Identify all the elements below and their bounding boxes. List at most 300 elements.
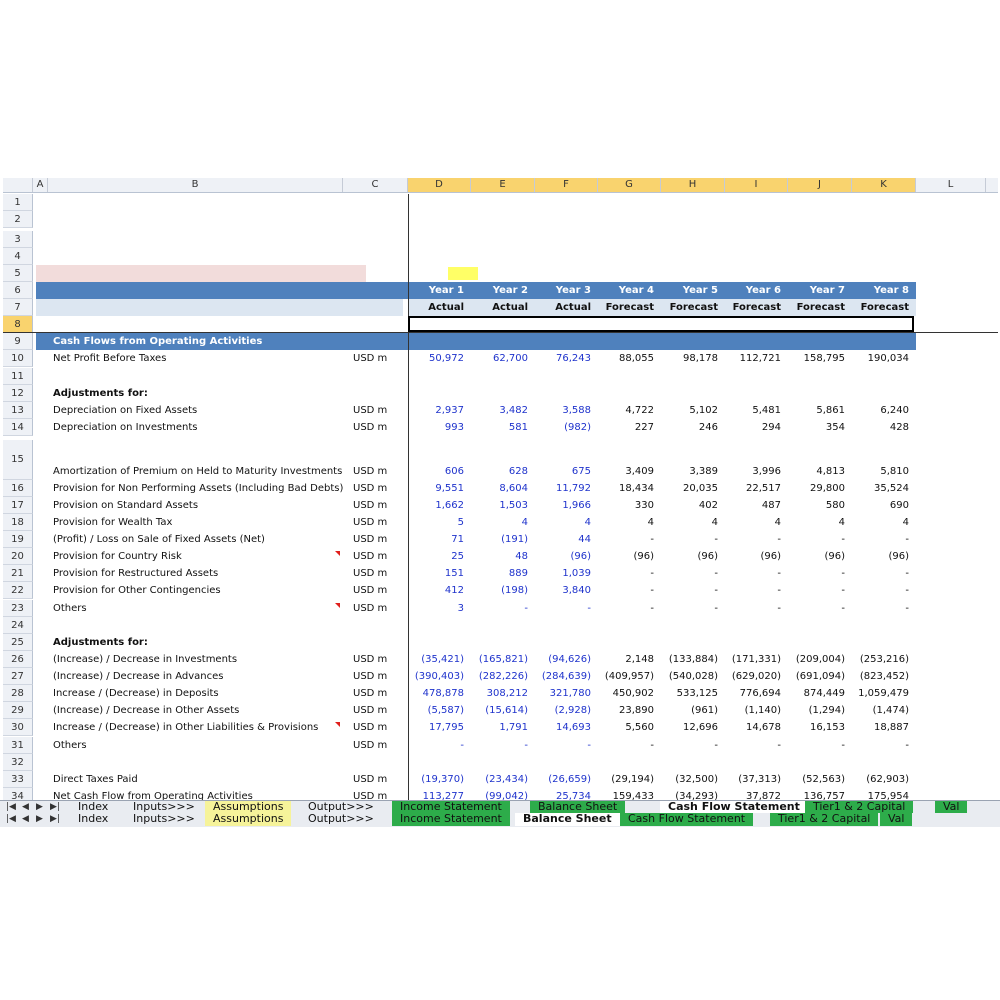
value-cell[interactable]: 4 <box>711 517 718 528</box>
unit-label: USD m <box>353 405 388 416</box>
row-header-16[interactable]: 16 <box>3 480 33 497</box>
unit-label: USD m <box>353 774 388 785</box>
value-cell[interactable]: 2,937 <box>435 405 464 416</box>
value-cell[interactable]: 4 <box>647 517 654 528</box>
value-cell[interactable]: (629,020) <box>731 671 781 682</box>
value-cell[interactable]: 88,055 <box>619 353 654 364</box>
basis-header: Forecast <box>732 302 781 313</box>
value-cell[interactable]: 889 <box>508 568 528 579</box>
value-cell[interactable]: - <box>777 740 781 751</box>
value-cell[interactable]: 3 <box>457 603 464 614</box>
value-cell[interactable]: 151 <box>444 568 464 579</box>
column-header-a[interactable]: A <box>33 178 48 192</box>
unit-label: USD m <box>353 671 388 682</box>
row-header-7[interactable]: 7 <box>3 299 33 316</box>
value-cell[interactable]: (94,626) <box>548 654 591 665</box>
value-cell[interactable]: 487 <box>761 500 781 511</box>
value-cell[interactable]: 25,734 <box>556 791 591 800</box>
value-cell[interactable]: (982) <box>564 422 591 433</box>
row-header-28[interactable]: 28 <box>3 685 33 702</box>
row-header-14[interactable]: 14 <box>3 419 33 436</box>
value-cell[interactable]: 12,696 <box>683 722 718 733</box>
row-label: Provision on Standard Assets <box>53 500 199 511</box>
column-header-b[interactable]: B <box>48 178 343 192</box>
row-label: Net Profit Before Taxes <box>53 353 167 364</box>
value-cell[interactable]: (96) <box>824 551 845 562</box>
first-sheet-icon[interactable]: |◀ <box>6 814 16 824</box>
row-header-20[interactable]: 20 <box>3 548 33 565</box>
row-header-18[interactable]: 18 <box>3 514 33 531</box>
value-cell[interactable]: 98,178 <box>683 353 718 364</box>
unit-label: USD m <box>353 422 388 433</box>
value-cell[interactable]: (96) <box>697 551 718 562</box>
row-label: (Increase) / Decrease in Other Assets <box>53 705 240 716</box>
sheet-tab-income-statement[interactable]: Income Statement <box>392 801 510 813</box>
row-label: Increase / (Decrease) in Other Liabilities & Provisions <box>53 722 319 733</box>
value-cell[interactable]: (35,421) <box>421 654 464 665</box>
row-label: (Profit) / Loss on Sale of Fixed Assets (Net) <box>53 534 265 545</box>
value-cell[interactable]: - <box>524 603 528 614</box>
value-cell[interactable]: 3,840 <box>562 585 591 596</box>
value-cell[interactable]: - <box>714 740 718 751</box>
value-cell[interactable]: - <box>841 740 845 751</box>
value-cell[interactable]: (29,194) <box>611 774 654 785</box>
value-cell[interactable]: 4 <box>584 517 591 528</box>
basis-header: Actual <box>492 302 528 313</box>
value-cell[interactable]: - <box>905 568 909 579</box>
value-cell[interactable]: - <box>714 534 718 545</box>
row-header-25[interactable]: 25 <box>3 634 33 651</box>
value-cell[interactable]: 412 <box>444 585 464 596</box>
sheet-tab-val[interactable]: Val <box>935 801 967 813</box>
value-cell[interactable]: 5,481 <box>752 405 781 416</box>
prev-sheet-icon[interactable]: ◀ <box>22 814 29 824</box>
value-cell[interactable]: (253,216) <box>859 654 909 665</box>
value-cell[interactable]: (198) <box>501 585 528 596</box>
value-cell[interactable]: (191) <box>501 534 528 545</box>
comment-indicator-icon[interactable] <box>335 551 340 556</box>
value-cell[interactable]: 62,700 <box>493 353 528 364</box>
row-header-26[interactable]: 26 <box>3 651 33 668</box>
row-label: Increase / (Decrease) in Deposits <box>53 688 219 699</box>
value-cell[interactable]: 1,662 <box>435 500 464 511</box>
last-sheet-icon[interactable]: ▶| <box>50 814 60 824</box>
row-label: Provision for Non Performing Assets (Including Bad Debts) <box>53 483 344 494</box>
value-cell[interactable]: - <box>777 534 781 545</box>
value-cell[interactable]: 18,434 <box>619 483 654 494</box>
value-cell[interactable]: (52,563) <box>802 774 845 785</box>
unit-label: USD m <box>353 500 388 511</box>
value-cell[interactable]: 606 <box>444 466 464 477</box>
value-cell[interactable]: - <box>905 585 909 596</box>
value-cell[interactable]: (96) <box>760 551 781 562</box>
value-cell[interactable]: 308,212 <box>486 688 528 699</box>
row-header-4[interactable]: 4 <box>3 248 33 265</box>
value-cell[interactable]: 1,503 <box>499 500 528 511</box>
column-header-j[interactable]: J <box>788 178 852 192</box>
value-cell[interactable]: (5,587) <box>427 705 464 716</box>
unit-label: USD m <box>353 568 388 579</box>
column-header-d[interactable]: D <box>408 178 471 192</box>
value-cell[interactable]: - <box>841 585 845 596</box>
value-cell[interactable]: 776,694 <box>739 688 781 699</box>
model-check-band <box>36 265 366 282</box>
value-cell[interactable]: (15,614) <box>485 705 528 716</box>
year-header: Year 3 <box>555 285 591 296</box>
year-header: Year 5 <box>682 285 718 296</box>
year-header: Year 1 <box>428 285 464 296</box>
row-header-2[interactable]: 2 <box>3 211 33 228</box>
row-header-8[interactable]: 8 <box>3 316 33 333</box>
row-label: Provision for Country Risk <box>53 551 182 562</box>
value-cell[interactable]: 354 <box>825 422 845 433</box>
value-cell[interactable]: 874,449 <box>803 688 845 699</box>
unit-label: USD m <box>353 740 388 751</box>
value-cell[interactable]: 450,902 <box>612 688 654 699</box>
value-cell[interactable]: 321,780 <box>549 688 591 699</box>
row-header-33[interactable]: 33 <box>3 771 33 788</box>
value-cell[interactable]: 4 <box>774 517 781 528</box>
row-label: Provision for Other Contingencies <box>53 585 221 596</box>
value-cell[interactable]: 5 <box>457 517 464 528</box>
row-header-1[interactable]: 1 <box>3 194 33 211</box>
row-label: Cash Flows from Operating Activities <box>53 336 263 347</box>
value-cell[interactable]: (99,042) <box>485 791 528 800</box>
row-label: Adjustments for: <box>53 388 148 399</box>
year-header: Year 2 <box>492 285 528 296</box>
column-header-bar <box>3 178 998 193</box>
unit-label: USD m <box>353 353 388 364</box>
value-cell[interactable]: 533,125 <box>676 688 718 699</box>
sheet-tab-cash-flow-statement[interactable]: Cash Flow Statement <box>660 801 808 813</box>
row-header-24[interactable]: 24 <box>3 617 33 634</box>
value-cell[interactable]: 4,722 <box>625 405 654 416</box>
row-label: (Increase) / Decrease in Advances <box>53 671 224 682</box>
sheet-tab-balance-sheet[interactable]: Balance Sheet <box>515 813 620 826</box>
comment-indicator-icon[interactable] <box>335 722 340 727</box>
value-cell[interactable]: 246 <box>698 422 718 433</box>
sheet-tab-index[interactable]: Index <box>70 813 116 826</box>
value-cell[interactable]: 402 <box>698 500 718 511</box>
value-cell[interactable]: 22,517 <box>746 483 781 494</box>
column-header-i[interactable]: I <box>725 178 788 192</box>
value-cell[interactable]: (32,500) <box>675 774 718 785</box>
value-cell[interactable]: 993 <box>444 422 464 433</box>
value-cell[interactable]: 14,678 <box>746 722 781 733</box>
value-cell[interactable]: 37,872 <box>746 791 781 800</box>
value-cell[interactable]: - <box>587 603 591 614</box>
value-cell[interactable]: - <box>905 740 909 751</box>
value-cell[interactable]: 11,792 <box>556 483 591 494</box>
value-cell[interactable]: (284,639) <box>541 671 591 682</box>
unit-label: USD m <box>353 791 388 800</box>
value-cell[interactable]: 1,059,479 <box>858 688 909 699</box>
next-sheet-icon[interactable]: ▶ <box>36 814 43 824</box>
value-cell[interactable]: 5,810 <box>880 466 909 477</box>
value-cell[interactable]: (37,313) <box>738 774 781 785</box>
value-cell[interactable]: 581 <box>508 422 528 433</box>
row-header-23[interactable]: 23 <box>3 600 33 617</box>
spreadsheet-grid[interactable] <box>3 178 998 800</box>
row-header-15[interactable]: 15 <box>3 440 33 480</box>
unit-label: USD m <box>353 517 388 528</box>
unit-label: USD m <box>353 654 388 665</box>
value-cell[interactable]: 4,813 <box>816 466 845 477</box>
unit-label: USD m <box>353 534 388 545</box>
sheet-tab-output-[interactable]: Output>>> <box>300 813 382 826</box>
unit-label: USD m <box>353 705 388 716</box>
basis-header: Forecast <box>860 302 909 313</box>
row-label: Net Cash Flow from Operating Activities <box>53 791 253 800</box>
value-cell[interactable]: 16,153 <box>810 722 845 733</box>
value-cell[interactable]: - <box>841 534 845 545</box>
row-header-30[interactable]: 30 <box>3 719 33 736</box>
value-cell[interactable]: 175,954 <box>867 791 909 800</box>
value-cell[interactable]: 330 <box>634 500 654 511</box>
value-cell[interactable]: 17,795 <box>429 722 464 733</box>
value-cell[interactable]: (34,293) <box>675 791 718 800</box>
value-cell[interactable]: 136,757 <box>803 791 845 800</box>
value-cell[interactable]: 112,721 <box>739 353 781 364</box>
value-cell[interactable]: 44 <box>578 534 591 545</box>
row-header-10[interactable]: 10 <box>3 350 33 367</box>
value-cell[interactable]: 29,800 <box>810 483 845 494</box>
value-cell[interactable]: 5,560 <box>625 722 654 733</box>
last-sheet-icon[interactable]: ▶| <box>50 802 60 812</box>
value-cell[interactable]: 1,039 <box>562 568 591 579</box>
value-cell[interactable]: 3,409 <box>625 466 654 477</box>
year-header: Year 6 <box>745 285 781 296</box>
value-cell[interactable]: 2,148 <box>625 654 654 665</box>
sheet-tab-index[interactable]: Index <box>70 801 116 813</box>
value-cell[interactable]: (961) <box>691 705 718 716</box>
row-header-5[interactable]: 5 <box>3 265 33 282</box>
value-cell[interactable]: (62,903) <box>866 774 909 785</box>
value-cell[interactable]: 3,389 <box>689 466 718 477</box>
column-header-l[interactable]: L <box>916 178 986 192</box>
value-cell[interactable]: 3,588 <box>562 405 591 416</box>
value-cell[interactable]: 3,482 <box>499 405 528 416</box>
value-cell[interactable]: 9,551 <box>435 483 464 494</box>
value-cell[interactable]: 48 <box>515 551 528 562</box>
value-cell[interactable]: (540,028) <box>668 671 718 682</box>
row-header-32[interactable]: 32 <box>3 754 33 771</box>
row-label: (Increase) / Decrease in Investments <box>53 654 238 665</box>
value-cell[interactable]: - <box>777 603 781 614</box>
value-cell[interactable]: (1,294) <box>808 705 845 716</box>
sheet-tab-inputs-[interactable]: Inputs>>> <box>125 801 203 813</box>
row-label: Depreciation on Investments <box>53 422 198 433</box>
row-label: Others <box>53 740 87 751</box>
value-cell[interactable]: 227 <box>634 422 654 433</box>
value-cell[interactable]: - <box>650 740 654 751</box>
value-cell[interactable]: (1,474) <box>872 705 909 716</box>
value-cell[interactable]: 1,966 <box>562 500 591 511</box>
value-cell[interactable]: 4 <box>838 517 845 528</box>
value-cell[interactable]: (282,226) <box>478 671 528 682</box>
basis-header: Actual <box>555 302 591 313</box>
column-header-e[interactable]: E <box>471 178 535 192</box>
value-cell[interactable]: (691,094) <box>795 671 845 682</box>
column-header-g[interactable]: G <box>598 178 661 192</box>
sheet-tab-balance-sheet[interactable]: Balance Sheet <box>530 801 625 813</box>
unit-label: USD m <box>353 688 388 699</box>
row-header-27[interactable]: 27 <box>3 668 33 685</box>
row-header-3[interactable]: 3 <box>3 231 33 248</box>
row-header-21[interactable]: 21 <box>3 565 33 582</box>
value-cell[interactable]: 23,890 <box>619 705 654 716</box>
row-header-9[interactable]: 9 <box>3 333 33 350</box>
value-cell[interactable]: - <box>650 568 654 579</box>
column-header-k[interactable]: K <box>852 178 916 192</box>
column-header-f[interactable]: F <box>535 178 598 192</box>
value-cell[interactable]: - <box>587 740 591 751</box>
value-cell[interactable]: - <box>460 740 464 751</box>
value-cell[interactable]: - <box>841 603 845 614</box>
value-cell[interactable]: - <box>650 585 654 596</box>
row-header-11[interactable]: 11 <box>3 368 33 385</box>
row-label: Others <box>53 603 87 614</box>
value-cell[interactable]: 294 <box>761 422 781 433</box>
value-cell[interactable]: (133,884) <box>668 654 718 665</box>
light-band-row7 <box>36 299 403 316</box>
basis-header: Forecast <box>669 302 718 313</box>
sheet-tab-inputs-[interactable]: Inputs>>> <box>125 813 203 826</box>
value-cell[interactable]: 50,972 <box>429 353 464 364</box>
value-cell[interactable]: - <box>777 568 781 579</box>
row-label: Provision for Restructured Assets <box>53 568 219 579</box>
value-cell[interactable]: (2,928) <box>554 705 591 716</box>
value-cell[interactable]: (165,821) <box>478 654 528 665</box>
next-sheet-icon[interactable]: ▶ <box>36 802 43 812</box>
value-cell[interactable]: 6,240 <box>880 405 909 416</box>
select-all-corner[interactable] <box>3 178 33 192</box>
value-cell[interactable]: - <box>650 603 654 614</box>
prev-sheet-icon[interactable]: ◀ <box>22 802 29 812</box>
value-cell[interactable]: 690 <box>889 500 909 511</box>
value-cell[interactable]: - <box>905 603 909 614</box>
value-cell[interactable]: 1,791 <box>499 722 528 733</box>
row-header-13[interactable]: 13 <box>3 402 33 419</box>
row-header-17[interactable]: 17 <box>3 497 33 514</box>
row-header-19[interactable]: 19 <box>3 531 33 548</box>
sheet-tab-tier1-2-capital[interactable]: Tier1 & 2 Capital <box>805 801 913 813</box>
column-header-c[interactable]: C <box>343 178 408 192</box>
unit-label: USD m <box>353 603 388 614</box>
value-cell[interactable]: 76,243 <box>556 353 591 364</box>
sheet-tab-assumptions[interactable]: Assumptions <box>205 813 291 826</box>
value-cell[interactable]: 4 <box>521 517 528 528</box>
value-cell[interactable]: 3,996 <box>752 466 781 477</box>
sheet-tab-assumptions[interactable]: Assumptions <box>205 801 291 813</box>
value-cell[interactable]: (96) <box>888 551 909 562</box>
row-header-34[interactable]: 34 <box>3 788 33 800</box>
row-label: Provision for Wealth Tax <box>53 517 173 528</box>
unit-label: USD m <box>353 483 388 494</box>
row-header-6[interactable]: 6 <box>3 282 33 299</box>
unit-label: USD m <box>353 551 388 562</box>
value-cell[interactable]: 675 <box>571 466 591 477</box>
value-cell[interactable]: (409,957) <box>604 671 654 682</box>
value-cell[interactable]: - <box>777 585 781 596</box>
year-header: Year 4 <box>618 285 654 296</box>
row-header-31[interactable]: 31 <box>3 737 33 754</box>
value-cell[interactable]: (23,434) <box>485 774 528 785</box>
value-cell[interactable]: - <box>524 740 528 751</box>
unit-label: USD m <box>353 722 388 733</box>
unit-label: USD m <box>353 466 388 477</box>
sheet-tab-bar[interactable] <box>0 800 1000 827</box>
year-header: Year 8 <box>873 285 909 296</box>
value-cell[interactable]: (209,004) <box>795 654 845 665</box>
row-label: Amortization of Premium on Held to Maturity Investments <box>53 466 343 477</box>
value-cell[interactable]: 71 <box>451 534 464 545</box>
value-cell[interactable]: - <box>714 585 718 596</box>
value-cell[interactable]: - <box>841 568 845 579</box>
row-label: Adjustments for: <box>53 637 148 648</box>
value-cell[interactable]: (390,403) <box>414 671 464 682</box>
value-cell[interactable]: (1,140) <box>744 705 781 716</box>
value-cell[interactable]: (171,331) <box>731 654 781 665</box>
unit-label: USD m <box>353 585 388 596</box>
value-cell[interactable]: 158,795 <box>803 353 845 364</box>
value-cell[interactable]: (96) <box>570 551 591 562</box>
value-cell[interactable]: 4 <box>902 517 909 528</box>
value-cell[interactable]: 628 <box>508 466 528 477</box>
value-cell[interactable]: 113,277 <box>422 791 464 800</box>
value-cell[interactable]: 18,887 <box>874 722 909 733</box>
value-cell[interactable]: (823,452) <box>859 671 909 682</box>
basis-header: Forecast <box>796 302 845 313</box>
first-sheet-icon[interactable]: |◀ <box>6 802 16 812</box>
value-cell[interactable]: 5,102 <box>689 405 718 416</box>
value-cell[interactable]: 580 <box>825 500 845 511</box>
value-cell[interactable]: 35,524 <box>874 483 909 494</box>
value-cell[interactable]: - <box>714 603 718 614</box>
value-cell[interactable]: 159,433 <box>612 791 654 800</box>
value-cell[interactable]: (26,659) <box>548 774 591 785</box>
sheet-tab-output-[interactable]: Output>>> <box>300 801 382 813</box>
value-cell[interactable]: (19,370) <box>421 774 464 785</box>
sheet-tab-cash-flow-statement[interactable]: Cash Flow Statement <box>620 813 753 826</box>
basis-header: Actual <box>428 302 464 313</box>
row-label: Direct Taxes Paid <box>53 774 138 785</box>
value-cell[interactable]: 478,878 <box>422 688 464 699</box>
year-header: Year 7 <box>809 285 845 296</box>
value-cell[interactable]: - <box>714 568 718 579</box>
value-cell[interactable]: 428 <box>889 422 909 433</box>
row-label: Depreciation on Fixed Assets <box>53 405 198 416</box>
value-cell[interactable]: 20,035 <box>683 483 718 494</box>
column-header-h[interactable]: H <box>661 178 725 192</box>
value-cell[interactable]: - <box>905 534 909 545</box>
value-cell[interactable]: 5,861 <box>816 405 845 416</box>
row-header-29[interactable]: 29 <box>3 702 33 719</box>
value-cell[interactable]: 8,604 <box>499 483 528 494</box>
row-header-12[interactable]: 12 <box>3 385 33 402</box>
value-cell[interactable]: 190,034 <box>867 353 909 364</box>
value-cell[interactable]: 25 <box>451 551 464 562</box>
comment-indicator-icon[interactable] <box>335 603 340 608</box>
value-cell[interactable]: 14,693 <box>556 722 591 733</box>
value-cell[interactable]: (96) <box>633 551 654 562</box>
sheet-tab-income-statement[interactable]: Income Statement <box>392 813 510 826</box>
sheet-tab-tier1-2-capital[interactable]: Tier1 & 2 Capital <box>770 813 878 826</box>
value-cell[interactable]: - <box>650 534 654 545</box>
row-header-22[interactable]: 22 <box>3 582 33 599</box>
sheet-tab-val[interactable]: Val <box>880 813 912 826</box>
selected-range-row8[interactable] <box>408 316 914 332</box>
